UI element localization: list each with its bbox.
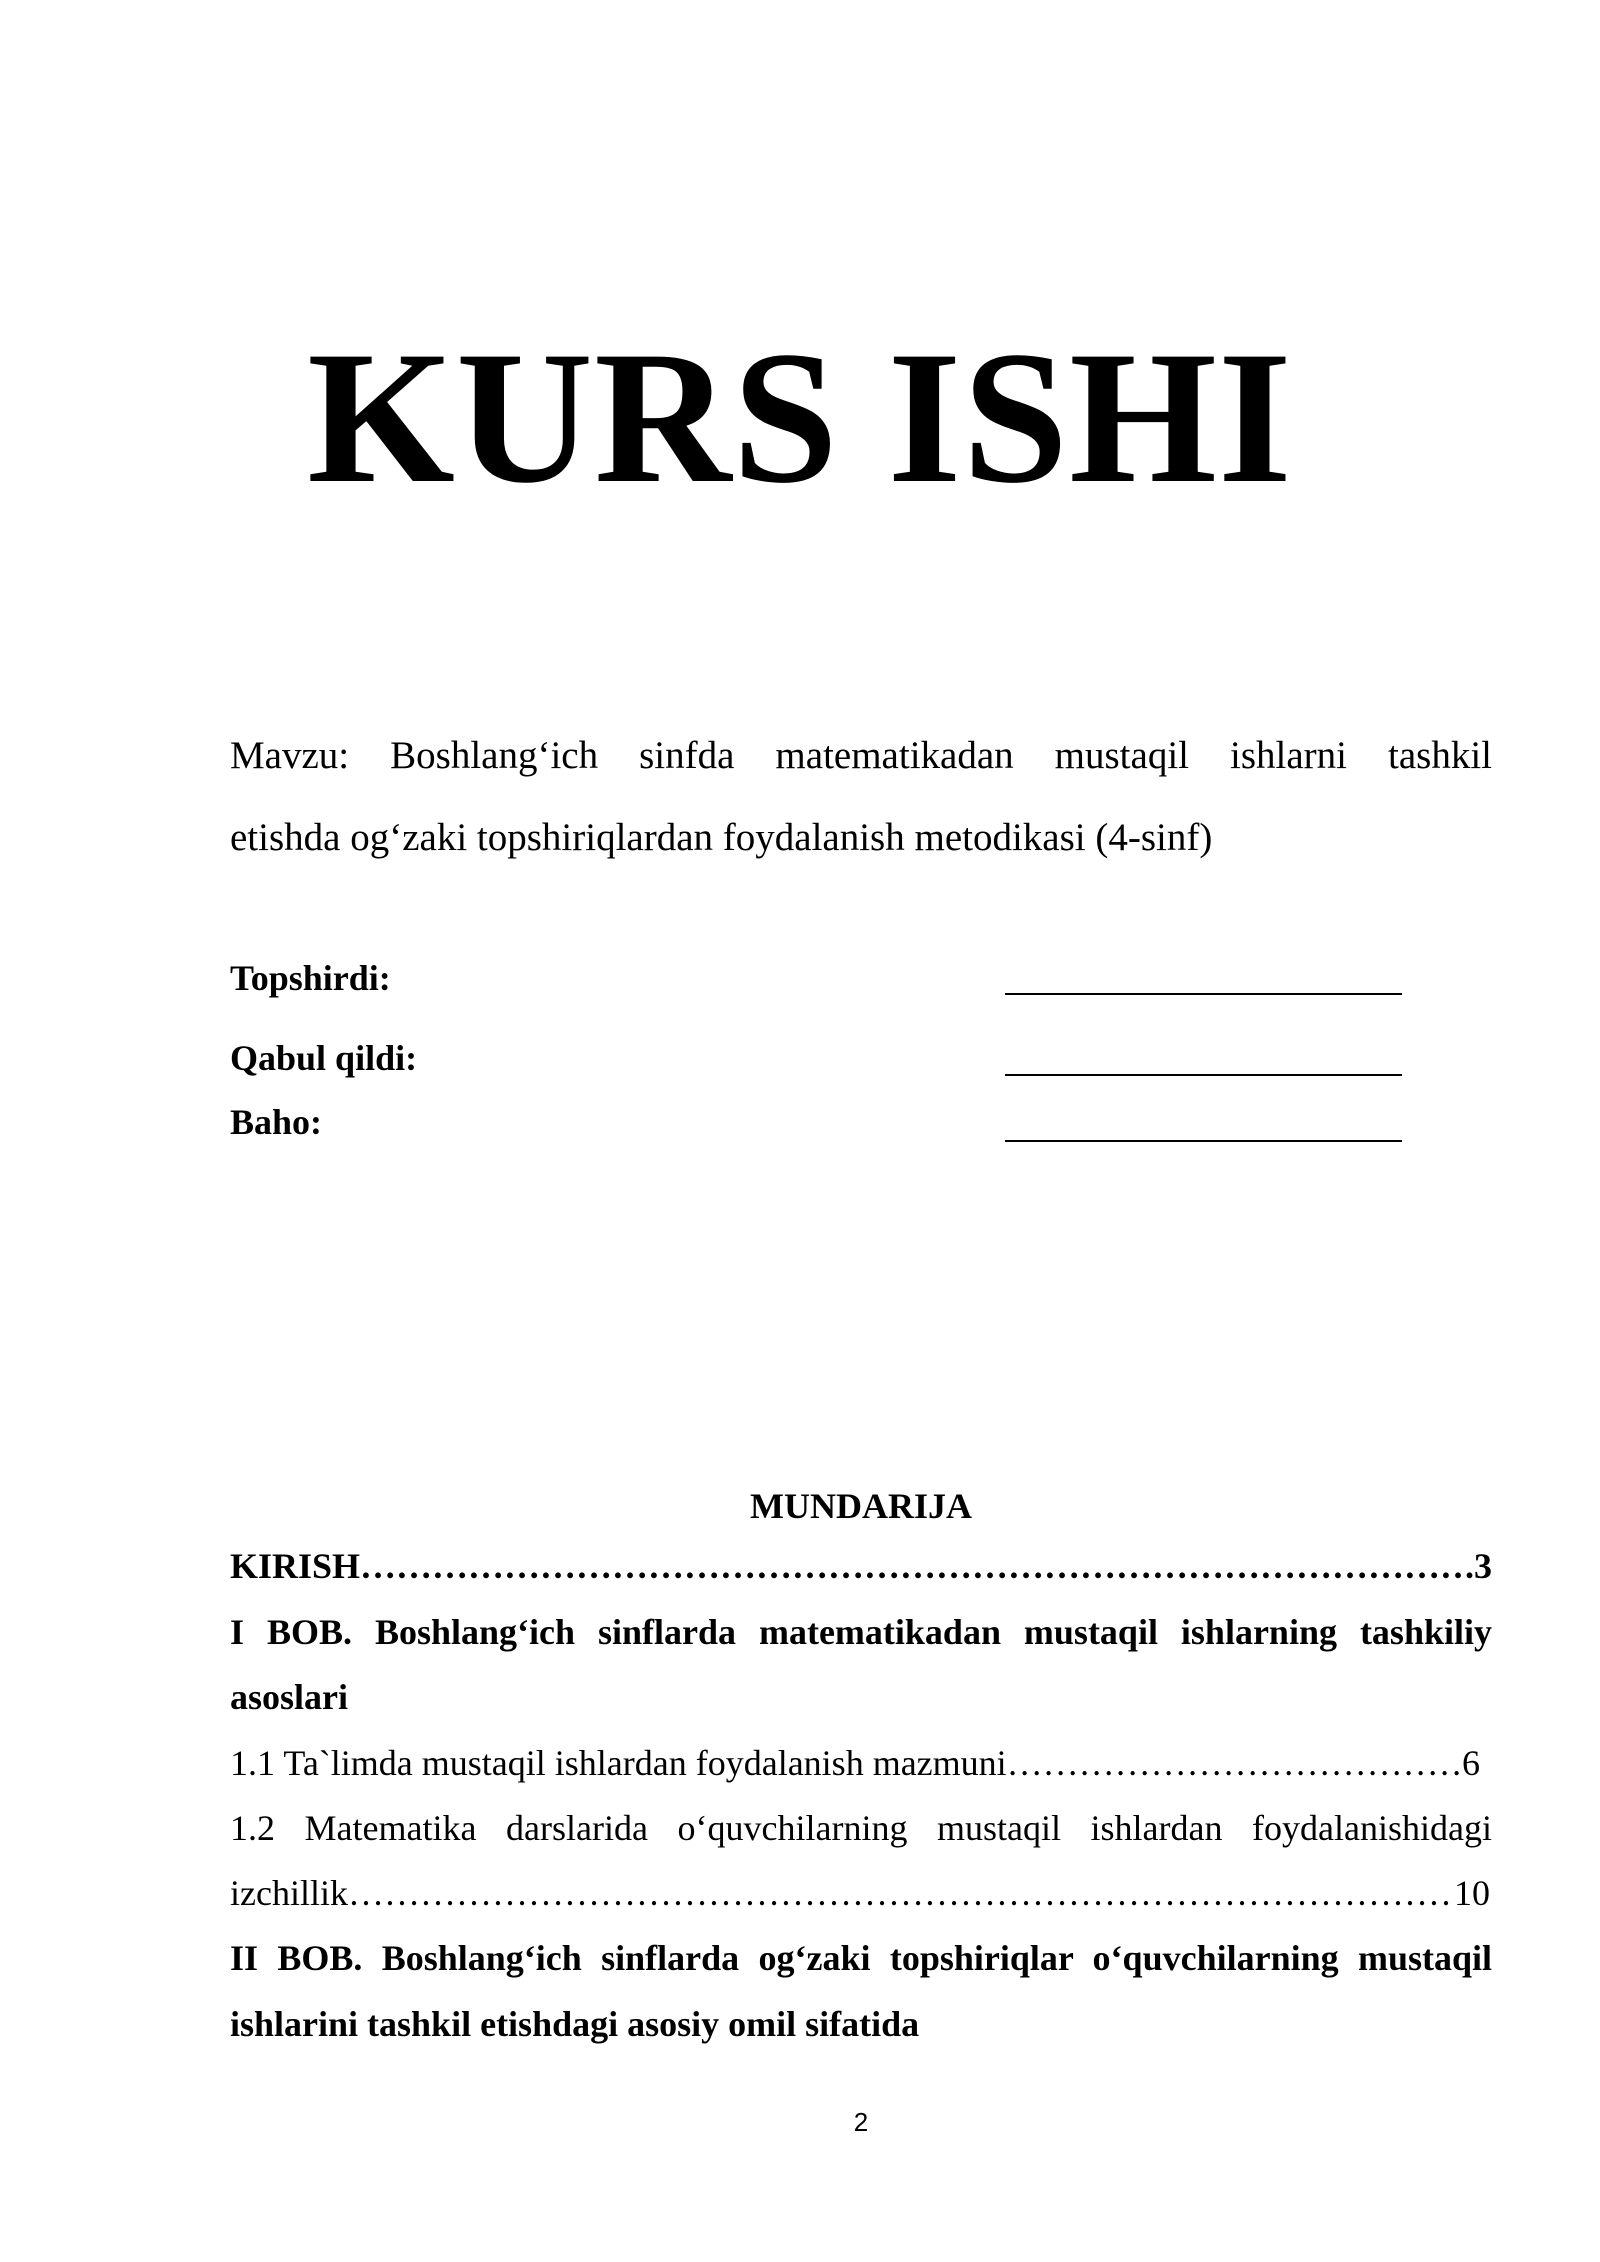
toc-chapter-1-line-2: asoslari — [230, 1677, 349, 1717]
signature-label-grade: Baho: — [230, 1102, 323, 1142]
toc-entry-section-1-1 — [230, 1741, 1480, 1785]
toc-entry-label: 1.1 Ta`limda mustaqil ishlardan foydalanish mazmuni — [230, 1743, 1007, 1783]
toc-page-number: .3 — [1465, 1546, 1492, 1586]
toc-dot-leader — [1007, 1741, 1460, 1785]
toc-entry-label: KIRISH — [230, 1546, 361, 1586]
toc-page-number: 10 — [1454, 1873, 1490, 1913]
page-number: 2 — [853, 2107, 869, 2137]
main-title: KURS ISHI — [307, 313, 1293, 523]
toc-chapter-2-line-1: II BOB. Boshlang‘ich sinflarda og‘zaki topshiriqlar o‘quvchilarning mustaqil — [230, 1938, 1492, 1978]
toc-entry-section-1-2-line-1: 1.2 Matematika darslarida o‘quvchilarning mustaqil ishlardan foydalanishidagi — [230, 1808, 1492, 1848]
toc-chapter-1-line-1: I BOB. Boshlang‘ich sinflarda matematikadan mustaqil ishlarning tashkiliy — [230, 1612, 1492, 1652]
toc-page-number: 6 — [1462, 1743, 1480, 1783]
toc-dot-leader — [348, 1871, 1452, 1915]
toc-heading — [0, 1484, 1600, 1528]
toc-entry-label: izchillik — [230, 1873, 348, 1913]
toc-heading-text: MUNDARIJA — [750, 1486, 972, 1526]
signature-line-submitted — [1005, 993, 1402, 995]
signature-line-grade — [1005, 1140, 1402, 1142]
signature-line-accepted — [1005, 1074, 1402, 1076]
signature-label-submitted: Topshirdi: — [230, 958, 391, 998]
signature-label-accepted: Qabul qildi: — [230, 1038, 418, 1078]
toc-dot-leader — [360, 1544, 1463, 1588]
toc-chapter-2-line-2: ishlarini tashkil etishdagi asosiy omil sifatida — [230, 2004, 920, 2044]
topic-line-2: etishda og‘zaki topshiriqlardan foydalanish metodikasi (4-sinf) — [230, 816, 1213, 859]
topic-line-1: Mavzu: Boshlang‘ich sinfda matematikadan mustaqil ishlarni tashkil — [230, 734, 1492, 777]
toc-entry-kirish — [230, 1544, 1492, 1588]
toc-entry-section-1-2-line-2 — [230, 1871, 1490, 1915]
topic-paragraph — [230, 715, 1492, 879]
